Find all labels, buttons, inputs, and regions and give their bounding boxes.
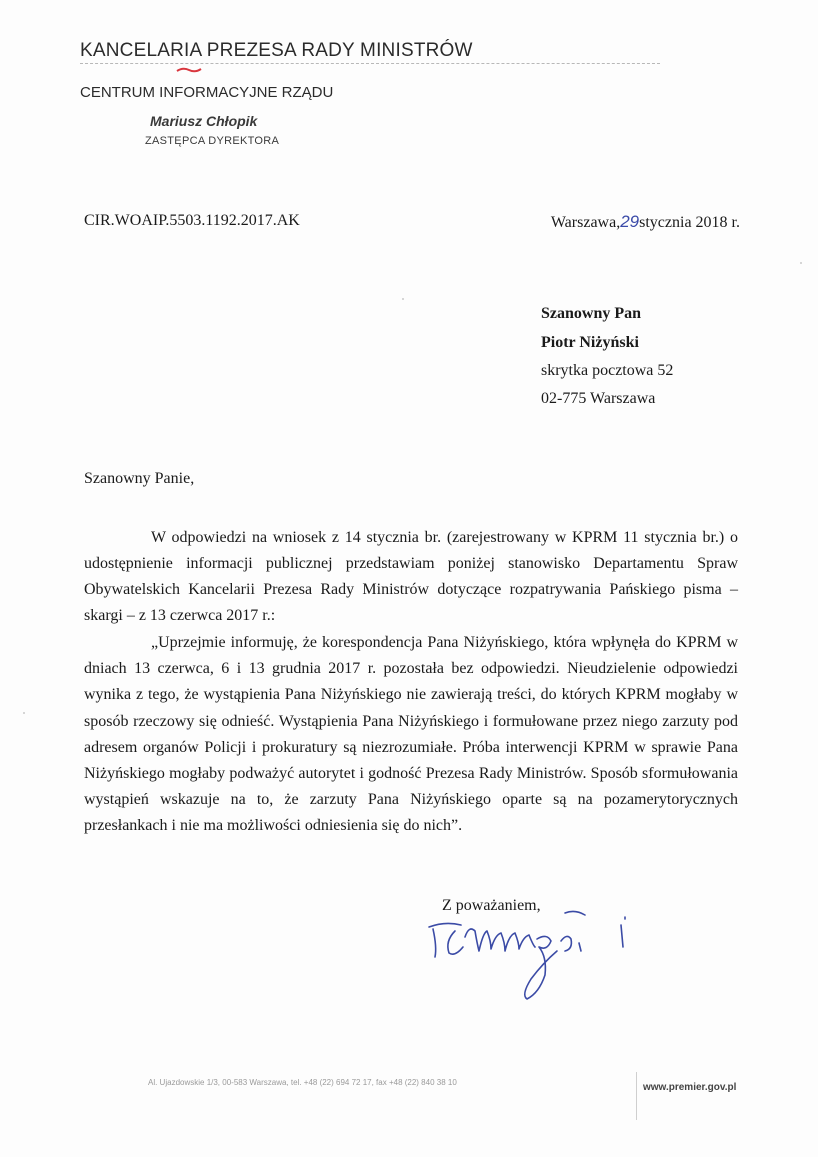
letter-body	[84, 525, 738, 629]
addressee-city: 02-775 Warszawa	[541, 390, 656, 407]
handwritten-signature	[425, 895, 655, 1005]
handwritten-day: 29	[620, 212, 640, 231]
month-year: stycznia 2018 r.	[639, 214, 740, 231]
footer-website: www.premier.gov.pl	[643, 1082, 737, 1093]
flag-mark-icon	[176, 67, 202, 73]
scan-speck	[800, 262, 802, 264]
place: Warszawa,	[550, 214, 621, 231]
addressee-street: skrytka pocztowa 52	[541, 362, 674, 379]
paragraph-quote: „Uprzejmie informuję, że korespondencja Pana Niżyńskiego, która wpłynęła do KPRM w dniach 13 czerwca, 6 i 13 grudnia 2017 r. pozostała bez odpowiedzi. Nieudzielenie odpowiedzi wynika z tego, że wystąpienia Pana Niżyńskiego nie zawierają treści, do których KPRM mogłaby w sposób rzeczowy się odnieść. Wystąpienia Pana Niżyńskiego i formułowane przez niego zarzuty pod adresem organów Policji i prokuratury są niezrozumiałe. Próba interwencji KPRM w sprawie Pana Niżyńskiego mogłaby podważyć autorytet i godność Prezesa Rady Ministrów. Sposób sformułowania wystąpień wskazuje na to, że zarzuty Pana Niżyńskiego oparte są na pozamerytorycznych przesłankach i nie ma możliwości odniesienia się do nich”.	[84, 634, 738, 835]
organization-unit: CENTRUM INFORMACYJNE RZĄDU	[80, 84, 334, 101]
letter-quote	[84, 630, 738, 840]
addressee-name: Piotr Niżyński	[541, 334, 639, 351]
footer-divider	[636, 1072, 637, 1120]
salutation: Szanowny Panie,	[84, 470, 195, 487]
scan-speck	[23, 712, 25, 714]
closing: Z poważaniem,	[442, 897, 541, 914]
letterhead-divider	[80, 63, 660, 64]
reference-number: CIR.WOAIP.5503.1192.2017.AK	[84, 212, 300, 229]
addressee-title: Szanowny Pan	[541, 305, 642, 322]
signatory-role: ZASTĘPCA DYREKTORA	[145, 135, 280, 147]
paragraph-intro: W odpowiedzi na wniosek z 14 stycznia br. (zarejestrowany w KPRM 11 stycznia br.) o udostępnienie informacji publicznej przedstawiam poniżej stanowisko Departamentu Spraw Obywatelskich Kancelarii Prezesa Rady Ministrów dotyczące rozpatrywania Pańskiego pisma – skargi – z 13 czerwca 2017 r.:	[84, 529, 738, 624]
scan-speck	[402, 298, 404, 300]
organization-name: KANCELARIA PREZESA RADY MINISTRÓW	[80, 40, 473, 61]
place-and-date	[551, 212, 740, 232]
footer-address: Al. Ujazdowskie 1/3, 00-583 Warszawa, tel. +48 (22) 694 72 17, fax +48 (22) 840 38 10	[148, 1078, 457, 1087]
signatory-name: Mariusz Chłopik	[150, 113, 258, 129]
